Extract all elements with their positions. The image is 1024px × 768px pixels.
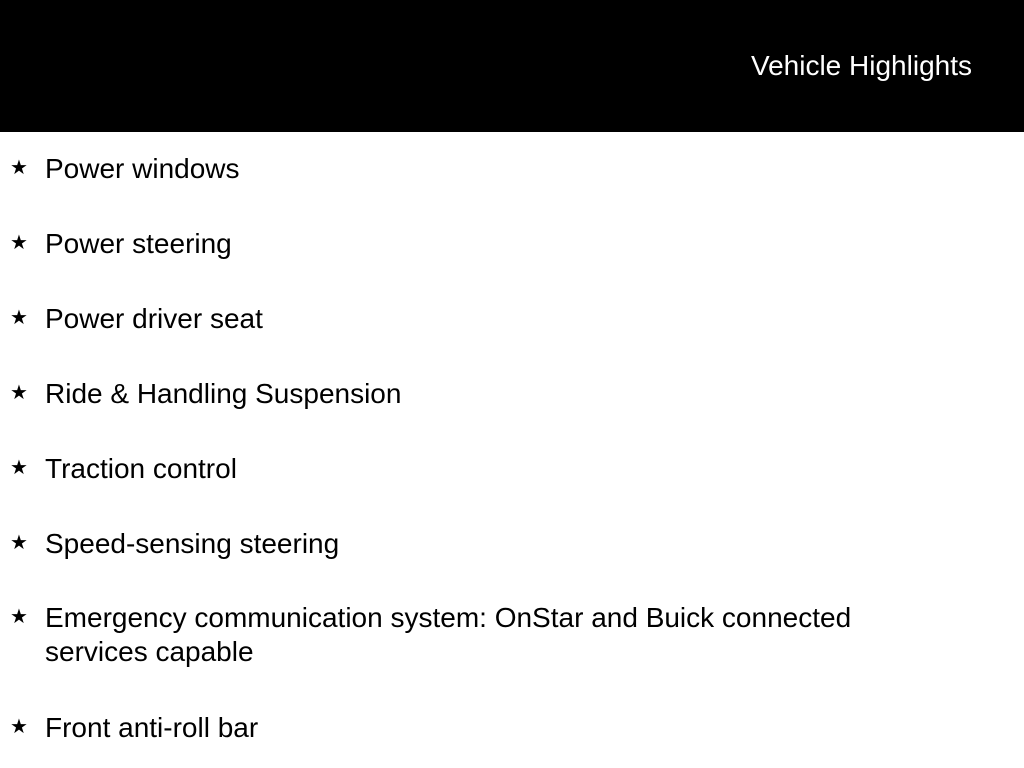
- list-item-text: Speed-sensing steering: [45, 528, 340, 559]
- list-item-text: Power windows: [45, 153, 240, 184]
- list-item-text: Front anti-roll bar: [45, 712, 259, 743]
- star-icon: ★: [10, 716, 28, 738]
- star-icon: ★: [10, 232, 28, 254]
- list-item-text: Emergency communication system: OnStar and Buick connected services capable: [45, 602, 852, 667]
- page-title: Vehicle Highlights: [750, 50, 972, 81]
- list-item-text: Power driver seat: [45, 303, 263, 334]
- list-item-text: Ride & Handling Suspension: [45, 378, 402, 409]
- list-item-text: Traction control: [45, 453, 237, 484]
- star-icon: ★: [10, 606, 28, 628]
- list-item-text: Power steering: [45, 228, 232, 259]
- star-icon: ★: [10, 457, 28, 479]
- star-icon: ★: [10, 157, 28, 179]
- star-icon: ★: [10, 532, 28, 554]
- star-icon: ★: [10, 382, 28, 404]
- star-icon: ★: [10, 307, 28, 329]
